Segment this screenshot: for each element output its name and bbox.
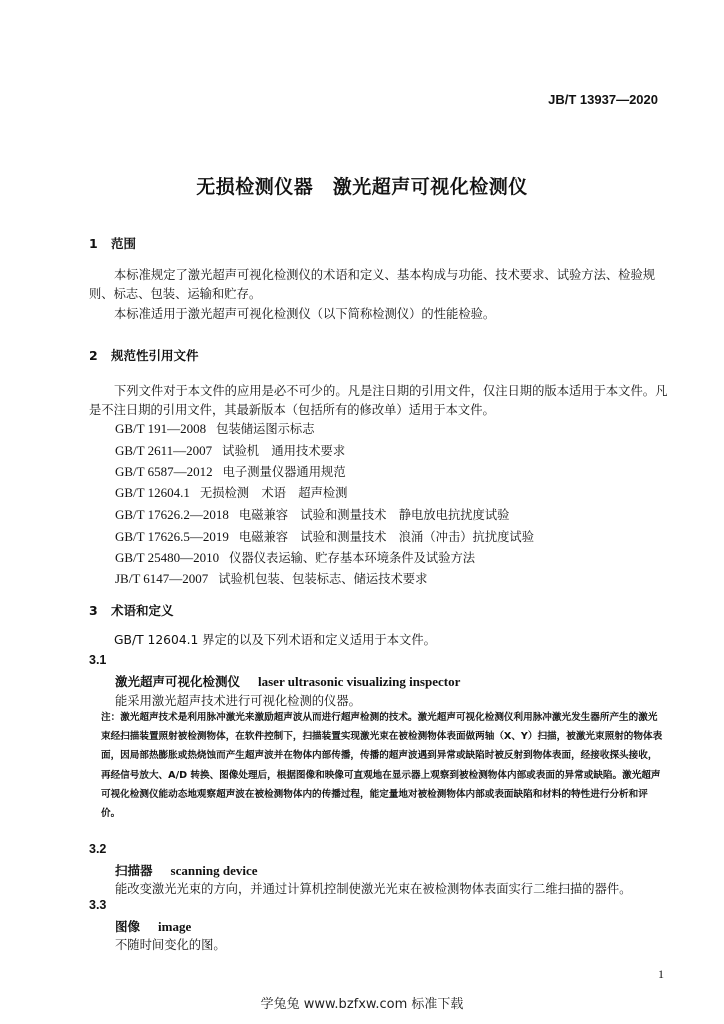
reference-item bbox=[115, 483, 347, 501]
term-heading bbox=[115, 917, 191, 935]
reference-item bbox=[115, 441, 345, 459]
term-name-zh: 扫描器 bbox=[115, 863, 153, 878]
term-heading bbox=[115, 672, 460, 690]
note-text: 激光超声技术是利用脉冲激光来激励超声波从而进行超声检测的技术。激光超声可视化检测仪利用脉冲激光发生器所产生的激光束经扫描装置照射被检测物体，在软件控制下，扫描装置实现激光束在被检测物体表面做两轴（X、Y）扫描，被激光束照射的物体表面，因局部热膨胀或热烧蚀而产生超声波并在物体内部传播，传播的超声波遇到异常或缺陷时被反射到物体表面，经接收探头接收，再经信号放大、A/D 转换、图像处理后，根据图像和映像可直观地在显示器上观察到被检测物体内部或表面的异常或缺陷。激光超声可视化检测仪能动态地观察超声波在被检测物体内的传播过程，能定量地对被检测物体内部或表面缺陷和材料的特性进行分析和评价。 bbox=[101, 712, 663, 820]
term-name-zh: 图像 bbox=[115, 919, 141, 934]
term-number: 3.1 bbox=[89, 653, 107, 667]
section-3-heading bbox=[89, 601, 174, 619]
section-2-paragraph-1: 下列文件对于本文件的应用是必不可少的。凡是注日期的引用文件，仅注日期的版本适用于本文件。凡是不注日期的引用文件，其最新版本（包括所有的修改单）适用于本文件。 bbox=[89, 384, 668, 417]
reference-title: 试验机包装、包装标志、储运技术要求 bbox=[218, 572, 428, 586]
term-number: 3.3 bbox=[89, 898, 107, 912]
reference-code: GB/T 191—2008 bbox=[115, 421, 207, 436]
section-title: 规范性引用文件 bbox=[111, 348, 199, 363]
term-heading bbox=[115, 861, 258, 879]
section-3-intro: GB/T 12604.1 界定的以及下列术语和定义适用于本文件。 bbox=[114, 633, 436, 647]
term-number: 3.2 bbox=[89, 842, 107, 856]
reference-title: 仪器仪表运输、贮存基本环境条件及试验方法 bbox=[229, 551, 476, 565]
reference-title: 包装储运图示标志 bbox=[216, 422, 315, 436]
reference-code: GB/T 17626.5—2019 bbox=[115, 529, 229, 544]
reference-item bbox=[115, 569, 427, 587]
term-name-en: image bbox=[158, 919, 192, 934]
reference-item bbox=[115, 548, 475, 566]
note-label: 注： bbox=[101, 712, 121, 723]
page-number: 1 bbox=[658, 967, 664, 981]
reference-item bbox=[115, 505, 509, 523]
term-name-zh: 激光超声可视化检测仪 bbox=[115, 674, 241, 689]
reference-title: 试验机 通用技术要求 bbox=[222, 444, 346, 458]
reference-code: GB/T 2611—2007 bbox=[115, 443, 213, 458]
term-note bbox=[101, 708, 667, 823]
reference-code: GB/T 25480—2010 bbox=[115, 550, 220, 565]
section-1-paragraph-2: 本标准适用于激光超声可视化检测仪（以下简称检测仪）的性能检验。 bbox=[114, 307, 496, 321]
reference-title: 无损检测 术语 超声检测 bbox=[199, 486, 348, 500]
reference-code: GB/T 12604.1 bbox=[115, 485, 190, 500]
section-2-heading bbox=[89, 346, 199, 364]
reference-title: 电磁兼容 试验和测量技术 静电放电抗扰度试验 bbox=[238, 508, 510, 522]
standard-code: JB/T 13937—2020 bbox=[548, 92, 658, 107]
reference-code: GB/T 17626.2—2018 bbox=[115, 507, 229, 522]
watermark-text: 学兔兔 www.bzfxw.com 标准下载 bbox=[260, 997, 464, 1012]
section-number: 3 bbox=[89, 603, 98, 618]
page-title: 无损检测仪器 激光超声可视化检测仪 bbox=[196, 176, 528, 198]
section-title: 范围 bbox=[111, 236, 137, 251]
section-title: 术语和定义 bbox=[111, 603, 174, 618]
reference-title: 电子测量仪器通用规范 bbox=[222, 465, 346, 479]
reference-item bbox=[115, 527, 534, 545]
term-name-en: laser ultrasonic visualizing inspector bbox=[258, 674, 461, 689]
term-name-en: scanning device bbox=[170, 863, 258, 878]
reference-code: GB/T 6587—2012 bbox=[115, 464, 213, 479]
reference-title: 电磁兼容 试验和测量技术 浪涌（冲击）抗扰度试验 bbox=[238, 530, 535, 544]
section-number: 1 bbox=[89, 236, 98, 251]
section-1-paragraph-1: 本标准规定了激光超声可视化检测仪的术语和定义、基本构成与功能、技术要求、试验方法、检验规则、标志、包装、运输和贮存。 bbox=[89, 268, 656, 301]
section-number: 2 bbox=[89, 348, 98, 363]
reference-code: JB/T 6147—2007 bbox=[115, 571, 209, 586]
reference-item bbox=[115, 462, 346, 480]
section-1-heading bbox=[89, 234, 136, 252]
term-definition: 能改变激光光束的方向，并通过计算机控制使激光光束在被检测物体表面实行二维扫描的器件。 bbox=[115, 882, 632, 896]
term-definition: 不随时间变化的图。 bbox=[115, 938, 226, 952]
reference-item bbox=[115, 419, 315, 437]
term-definition: 能采用激光超声技术进行可视化检测的仪器。 bbox=[115, 694, 361, 708]
